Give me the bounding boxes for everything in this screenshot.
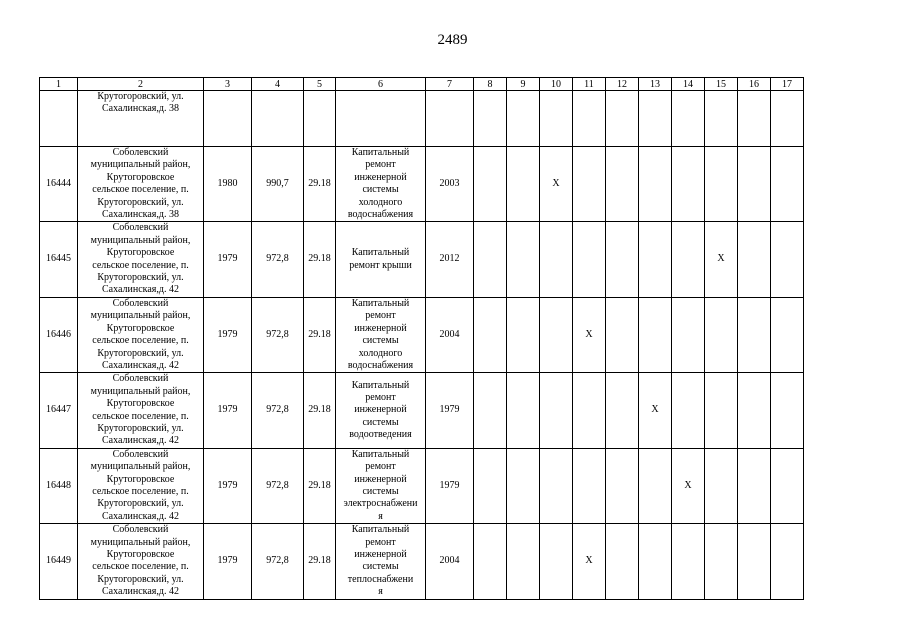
cell-col-14 [672, 147, 705, 222]
cell-col-17 [771, 91, 804, 147]
cell-address: Соболевский муниципальный район, Крутогоровское сельское поселение, п. Крутогоровский, ул. Сахалинская,д. 42 [78, 297, 204, 372]
cell-col-17 [771, 524, 804, 599]
cell-col-11 [573, 373, 606, 448]
column-header: 9 [507, 78, 540, 91]
column-header: 2 [78, 78, 204, 91]
cell-area: 972,8 [252, 373, 304, 448]
column-header: 5 [304, 78, 336, 91]
cell-col-17 [771, 448, 804, 523]
cell-col-16 [738, 91, 771, 147]
cell-col-12 [606, 91, 639, 147]
cell-id: 16445 [40, 222, 78, 297]
cell-col-8 [474, 297, 507, 372]
registry-table [39, 77, 804, 600]
cell-rate: 29.18 [304, 147, 336, 222]
cell-col-8 [474, 91, 507, 147]
page-number: 2489 [437, 32, 468, 48]
cell-col-10 [540, 222, 573, 297]
cell-col-16 [738, 147, 771, 222]
column-header: 6 [336, 78, 426, 91]
cell-work-type: Капитальный ремонт инженерной системы водоотведения [336, 373, 426, 448]
table-row [40, 91, 804, 147]
cell-col-13 [639, 91, 672, 147]
cell-col-11: X [573, 524, 606, 599]
column-header: 8 [474, 78, 507, 91]
cell-col-10 [540, 91, 573, 147]
cell-col-12 [606, 373, 639, 448]
cell-col-9 [507, 524, 540, 599]
cell-id: 16444 [40, 147, 78, 222]
column-header: 3 [204, 78, 252, 91]
cell-rate: 29.18 [304, 524, 336, 599]
cell-col-17 [771, 373, 804, 448]
cell-col-8 [474, 524, 507, 599]
cell-col-8 [474, 222, 507, 297]
cell-col-15 [705, 524, 738, 599]
cell-col-14 [672, 297, 705, 372]
cell-work-year: 2004 [426, 297, 474, 372]
cell-col-13 [639, 297, 672, 372]
cell-area [252, 91, 304, 147]
cell-col-8 [474, 373, 507, 448]
cell-address: Соболевский муниципальный район, Крутогоровское сельское поселение, п. Крутогоровский, ул. Сахалинская,д. 42 [78, 448, 204, 523]
cell-col-12 [606, 448, 639, 523]
cell-col-16 [738, 222, 771, 297]
cell-year: 1979 [204, 524, 252, 599]
cell-area: 972,8 [252, 297, 304, 372]
cell-area: 990,7 [252, 147, 304, 222]
cell-col-9 [507, 147, 540, 222]
cell-work-type: Капитальный ремонт инженерной системы холодного водоснабжения [336, 147, 426, 222]
cell-col-10 [540, 373, 573, 448]
cell-col-17 [771, 222, 804, 297]
column-header: 11 [573, 78, 606, 91]
cell-col-11 [573, 448, 606, 523]
cell-col-13 [639, 448, 672, 523]
cell-col-11 [573, 147, 606, 222]
cell-col-14 [672, 222, 705, 297]
cell-id: 16449 [40, 524, 78, 599]
header-row [40, 78, 804, 91]
cell-col-9 [507, 222, 540, 297]
cell-col-12 [606, 147, 639, 222]
column-header: 17 [771, 78, 804, 91]
column-header: 13 [639, 78, 672, 91]
cell-col-13: X [639, 373, 672, 448]
cell-year: 1979 [204, 448, 252, 523]
cell-work-type: Капитальный ремонт инженерной системы электроснабжени я [336, 448, 426, 523]
cell-address: Крутогоровский, ул. Сахалинская,д. 38 [78, 91, 204, 147]
cell-id: 16448 [40, 448, 78, 523]
cell-col-11: X [573, 297, 606, 372]
cell-col-10: X [540, 147, 573, 222]
table-row [40, 524, 804, 599]
cell-col-16 [738, 373, 771, 448]
cell-col-17 [771, 297, 804, 372]
cell-work-year: 2012 [426, 222, 474, 297]
cell-col-15 [705, 91, 738, 147]
cell-work-type: Капитальный ремонт инженерной системы теплоснабжени я [336, 524, 426, 599]
cell-rate: 29.18 [304, 222, 336, 297]
cell-work-type: Капитальный ремонт крыши [336, 222, 426, 297]
cell-col-15 [705, 448, 738, 523]
cell-col-9 [507, 91, 540, 147]
column-header: 7 [426, 78, 474, 91]
column-header: 14 [672, 78, 705, 91]
cell-year: 1980 [204, 147, 252, 222]
cell-address: Соболевский муниципальный район, Крутогоровское сельское поселение, п. Крутогоровский, ул. Сахалинская,д. 42 [78, 373, 204, 448]
cell-id: 16446 [40, 297, 78, 372]
cell-col-10 [540, 297, 573, 372]
cell-area: 972,8 [252, 524, 304, 599]
cell-address: Соболевский муниципальный район, Крутогоровское сельское поселение, п. Крутогоровский, ул. Сахалинская,д. 42 [78, 524, 204, 599]
table-row [40, 448, 804, 523]
table-row [40, 373, 804, 448]
cell-work-year: 1979 [426, 373, 474, 448]
cell-year: 1979 [204, 297, 252, 372]
cell-col-9 [507, 297, 540, 372]
cell-year: 1979 [204, 373, 252, 448]
cell-col-16 [738, 524, 771, 599]
cell-col-10 [540, 524, 573, 599]
cell-col-12 [606, 524, 639, 599]
column-header: 12 [606, 78, 639, 91]
cell-rate: 29.18 [304, 373, 336, 448]
cell-col-9 [507, 448, 540, 523]
table-row [40, 297, 804, 372]
column-header: 4 [252, 78, 304, 91]
cell-work-year: 2003 [426, 147, 474, 222]
table-row [40, 147, 804, 222]
cell-rate: 29.18 [304, 448, 336, 523]
cell-col-9 [507, 373, 540, 448]
cell-col-14 [672, 524, 705, 599]
cell-col-13 [639, 524, 672, 599]
cell-col-15 [705, 297, 738, 372]
cell-col-16 [738, 297, 771, 372]
table-row [40, 222, 804, 297]
cell-rate: 29.18 [304, 297, 336, 372]
column-header: 10 [540, 78, 573, 91]
cell-col-12 [606, 222, 639, 297]
cell-rate [304, 91, 336, 147]
cell-col-17 [771, 147, 804, 222]
cell-col-14 [672, 91, 705, 147]
cell-col-13 [639, 222, 672, 297]
cell-col-12 [606, 297, 639, 372]
cell-address: Соболевский муниципальный район, Крутогоровское сельское поселение, п. Крутогоровский, ул. Сахалинская,д. 38 [78, 147, 204, 222]
cell-year [204, 91, 252, 147]
cell-work-year: 1979 [426, 448, 474, 523]
column-header: 16 [738, 78, 771, 91]
cell-col-8 [474, 448, 507, 523]
column-header: 15 [705, 78, 738, 91]
cell-work-year [426, 91, 474, 147]
cell-col-15: X [705, 222, 738, 297]
cell-col-10 [540, 448, 573, 523]
cell-area: 972,8 [252, 222, 304, 297]
cell-id [40, 91, 78, 147]
cell-col-8 [474, 147, 507, 222]
cell-area: 972,8 [252, 448, 304, 523]
cell-col-16 [738, 448, 771, 523]
cell-year: 1979 [204, 222, 252, 297]
cell-col-15 [705, 373, 738, 448]
cell-work-type: Капитальный ремонт инженерной системы холодного водоснабжения [336, 297, 426, 372]
cell-id: 16447 [40, 373, 78, 448]
cell-address: Соболевский муниципальный район, Крутогоровское сельское поселение, п. Крутогоровский, ул. Сахалинская,д. 42 [78, 222, 204, 297]
cell-work-type [336, 91, 426, 147]
cell-col-14 [672, 373, 705, 448]
cell-col-11 [573, 91, 606, 147]
column-header: 1 [40, 78, 78, 91]
cell-col-11 [573, 222, 606, 297]
cell-col-15 [705, 147, 738, 222]
cell-col-13 [639, 147, 672, 222]
cell-work-year: 2004 [426, 524, 474, 599]
cell-col-14: X [672, 448, 705, 523]
